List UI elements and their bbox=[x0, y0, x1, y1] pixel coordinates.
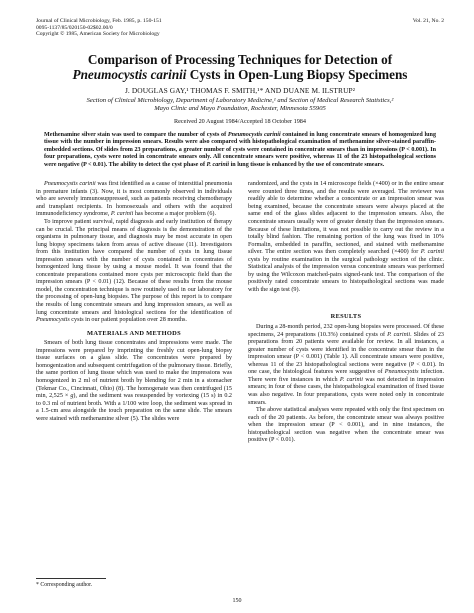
organism-name: P. carinii bbox=[387, 331, 411, 338]
footnote-rule bbox=[36, 578, 106, 579]
text-run: infection. There were five instances in which bbox=[248, 369, 444, 383]
text-run: cysts by routine examination in the surgical pathology section of the clinic. Statistical analysis of the impression versus concentrate smears was performed by using the Wilcoxon matched-pairs signed-rank test. The comparison of the positively rated concentrate smears to histopathological sections was made with the sign test (9). bbox=[248, 256, 444, 293]
text-run: randomized, and the cysts in 14 microscope fields (×400) or in the entire smear were counted three times, and the results were averaged. The reviewer was readily able to determine whether a concentrate or an impression smear was being examined, because the concentrate smears were always placed at the same end of the glass slides adjacent to the impression smears. Also, the concentrate smears usually were of greater density than the impression smears. Because of these limitations, it was not possible to carry out the review in a totally blind fashion. The remaining portion of the lung was fixed in 10% Formalin, embedded in paraffin, sectioned, and stained with methenamine silver. The entire section was then completely searched (×400) for bbox=[248, 181, 444, 256]
abstract-part: contained in lung concentrate smears of homogenized lung tissue with the number in impression smears. Results were also compared with histopathological examination of methenamine silver-stained paraffin-embedded sections. Of slides from 23 preparations, a greater number of cysts were contained in concentrate smears than in impressions (P < 0.001). In four preparations, cysts were noted in concentrate smears only. All concentrate smears were positive, whereas 11 of the 23 histopathological sections were negative (P < 0.01). The ability to detect the cyst phase of bbox=[44, 131, 436, 168]
text-run: cysts in our patient population over 28 months. bbox=[69, 317, 187, 324]
text-run: has become a major problem (6). bbox=[133, 211, 216, 218]
body-columns bbox=[36, 181, 444, 445]
text-run: . Slides of 23 preparations from 20 patients were available for review. In all instances, a greater number of cysts were identified in the concentrate smear than in the impression smear (P < 0.001) (Table 1). All concentrate smears were positive, whereas 11 of the 23 histopathological sections were negative (P < 0.01). In one case, the histological features were suggestive of bbox=[248, 331, 444, 376]
text-run: Smears of both lung tissue concentrates and impressions were made. The impressions were prepared by imprinting the freshly cut open-lung biopsy tissue surfaces on a glass slide. The concentrates were prepared by homogenization and subsequent centrifugation of the pulmonary tissue. Briefly, the same portion of lung tissue which was used to make the impressions was homogenized in 2 ml of nutrient broth by blending for 2 min in a stomacher (Tekmar Co., Cincinnati, Ohio) (8). The homogenate was then centrifuged (15 min, 2,525 × bbox=[36, 340, 232, 400]
abstract bbox=[44, 132, 436, 170]
organism-name: P. carinii bbox=[339, 376, 363, 383]
affiliation-line-1: Section of Clinical Microbiology, Department of Laboratory Medicine,¹ and Section of Medical Research Statistics,² bbox=[86, 97, 394, 105]
organism-name: P. carinii bbox=[420, 249, 444, 256]
section-heading-results: RESULTS bbox=[330, 313, 362, 321]
right-column bbox=[248, 181, 444, 445]
page-number: 150 bbox=[232, 598, 242, 604]
abstract-organism: Pneumocystis carinii bbox=[227, 131, 281, 138]
results-paragraph bbox=[248, 324, 444, 407]
intro-paragraph bbox=[36, 181, 232, 219]
title-line-2-rest: Cysts in Open-Lung Biopsy Specimens bbox=[186, 66, 408, 82]
copyright-line: Copyright © 1985, American Society for Microbiology bbox=[36, 31, 160, 38]
paragraph: The above statistical analyses were repeated with only the first specimen on each of the 20 patients. As before, the concentrate smear was always positive when the impression smear (P < 0.001), and in nine instances, the histopathological section was negative when the concentrate smear was positive (P < 0.01). bbox=[248, 407, 444, 444]
text-run: was not detected in impression smears; in four of these cases, the histopathological examination of fixed tissue was also negative. In four preparations, cysts were noted only in concentrate smears. bbox=[248, 376, 444, 406]
text-run: To improve patient survival, rapid diagnosis and early institution of therapy can be crucial. The principal means of diagnosis is the demonstration of the organisms in pulmonary tissue, and diagnosis may be most accurate in open lung biopsy specimens taken from areas of active disease (11). Investigators from this institution have compared the number of cysts in lung tissue impression smears with the number of cysts contained in concentrates of homogenized lung tissue by using a mouse model. It was found that the concentrate preparations contained more cysts per microscopic field than the impression smears (P < 0.01) (12). Because of these results from the mouse model, the concentration technique is now routinely used in our laboratory for the processing of open-lung biopsies. The purpose of this report is to compare the results of lung concentrate smears and lung impression smears, as well as lung concentrate smears and histological sections for the identification of bbox=[36, 219, 232, 316]
text-run: During a 28-month period, 232 open-lung biopsies were processed. Of these specimens, 24 preparations (10.3%) contained cysts of bbox=[248, 324, 444, 338]
author-list: J. DOUGLAS GAY,¹ THOMAS F. SMITH,¹* AND DUANE M. ILSTRUP² bbox=[124, 86, 356, 96]
corresponding-author-note: * Corresponding author. bbox=[36, 582, 93, 588]
affiliation-line-2: Mayo Clinic and Mayo Foundation, Rochester, Minnesota 55905 bbox=[154, 105, 326, 113]
article-title bbox=[36, 52, 444, 82]
abstract-organism: P. carinii bbox=[206, 161, 230, 168]
section-gap bbox=[248, 294, 444, 308]
running-head bbox=[36, 18, 444, 38]
text-run: ), and the sediment was resuspended by vortexing (15 s) in 0.2 to 0.3 ml of nutrient broth. With a 1/100 wire loop, the sediment was spread in a 1.5-cm area alongside the touch preparation on the same slide. The smears were stained with methenamine silver (5). The slides were bbox=[36, 393, 232, 422]
journal-citation bbox=[36, 18, 162, 38]
received-date: Received 20 August 1984/Accepted 18 October 1984 bbox=[174, 118, 306, 126]
abstract-part: Methenamine silver stain was used to compare the number of cysts of bbox=[44, 131, 228, 138]
abstract-part: in lung tissue is enhanced by the use of concentrate smears. bbox=[229, 161, 385, 168]
title-organism: Pneumocystis carinii bbox=[72, 66, 187, 82]
paragraph bbox=[248, 181, 444, 294]
organism-name: Pneumocystis bbox=[384, 369, 419, 376]
organism-name: P. carinii bbox=[110, 211, 134, 218]
section-heading-methods: MATERIALS AND METHODS bbox=[87, 329, 181, 337]
gravity-unit: g bbox=[70, 393, 74, 400]
footnote bbox=[36, 578, 232, 589]
code-line: 0095-1137/85/020150-02$02.00/0 bbox=[36, 24, 113, 31]
organism-name: Pneumocystis bbox=[36, 317, 70, 324]
paragraph bbox=[36, 219, 232, 325]
volume-label: Vol. 21, No. 2 bbox=[412, 18, 444, 24]
title-line-2 bbox=[36, 67, 444, 82]
organism-name: Pneumocystis carinii bbox=[44, 181, 96, 188]
methods-paragraph bbox=[36, 340, 232, 423]
left-column bbox=[36, 181, 232, 445]
journal-line: Journal of Clinical Microbiology, Feb. 1985, p. 150-151 bbox=[36, 18, 162, 24]
title-line-1: Comparison of Processing Techniques for Detection of bbox=[87, 51, 393, 67]
affiliation bbox=[36, 97, 444, 113]
text-run: was first identified as a cause of interstitial pneumonia in premature infants (3). Now, it is most commonly observed in individuals who are severely immunosuppressed, such as patients receiving chemotherapy and transplant recipients. In homosexuals and others with the acquired immunodeficiency syndrome, bbox=[36, 181, 232, 218]
